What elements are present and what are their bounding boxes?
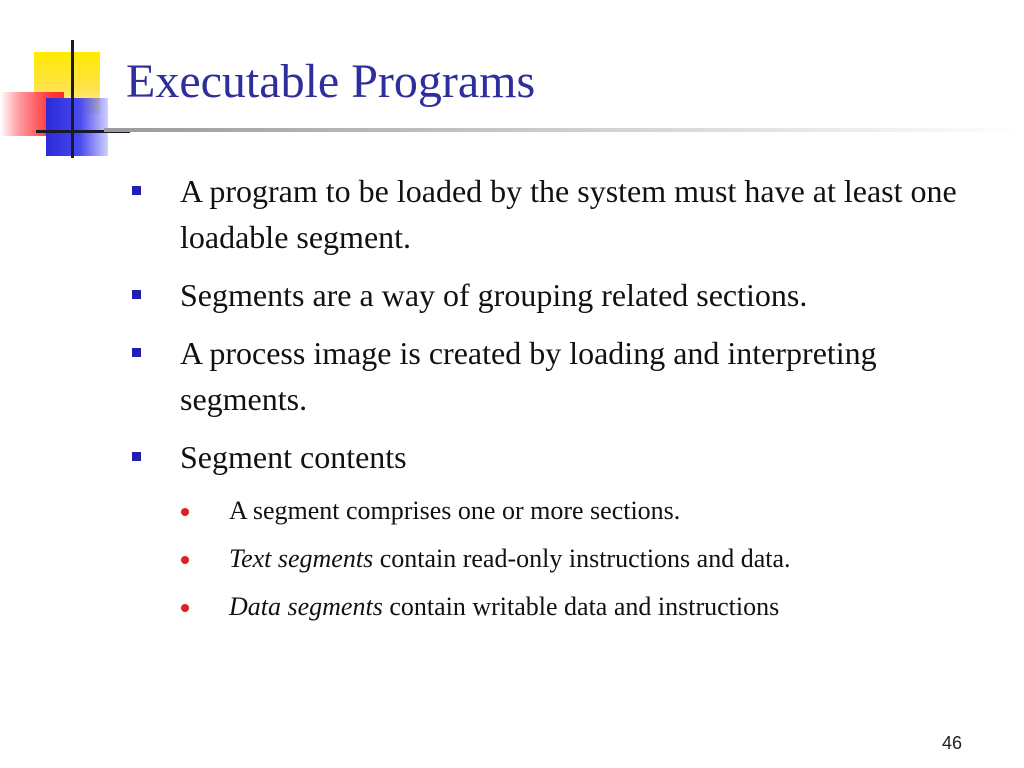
square-bullet-icon <box>132 452 141 461</box>
square-bullet-icon <box>132 348 141 357</box>
square-bullet-icon <box>132 186 141 195</box>
sub-bullet-list <box>130 492 990 626</box>
bullet-item <box>130 330 990 422</box>
bullet-list <box>130 168 990 636</box>
sub-bullet-item <box>180 588 990 626</box>
logo-vertical-line <box>71 40 74 158</box>
bullet-text: A program to be loaded by the system must have at least one loadable segment. <box>180 173 957 255</box>
round-bullet-icon <box>181 556 189 564</box>
bullet-item <box>130 168 990 260</box>
sub-bullet-text: A segment comprises one or more sections. <box>229 496 681 525</box>
round-bullet-icon <box>181 508 189 516</box>
logo-blue-square <box>46 98 108 156</box>
page-number: 46 <box>941 733 962 753</box>
sub-bullet-text: contain read-only instructions and data. <box>373 544 791 573</box>
square-bullet-icon <box>132 290 141 299</box>
bullet-text: Segments are a way of grouping related sections. <box>180 277 808 313</box>
round-bullet-icon <box>181 604 189 612</box>
sub-bullet-italic-term: Data segments <box>229 592 383 621</box>
sub-bullet-item <box>180 492 990 530</box>
bullet-item <box>130 272 990 318</box>
colored-squares-logo-icon <box>0 40 130 160</box>
sub-bullet-item <box>180 540 990 578</box>
bullet-item <box>130 434 990 480</box>
bullet-text: Segment contents <box>180 439 407 475</box>
title-divider <box>104 128 1024 132</box>
bullet-text: A process image is created by loading and interpreting segments. <box>180 335 877 417</box>
slide-title: Executable Programs <box>126 55 536 108</box>
sub-bullet-italic-term: Text segments <box>229 544 374 573</box>
sub-bullet-text: contain writable data and instructions <box>382 592 780 621</box>
